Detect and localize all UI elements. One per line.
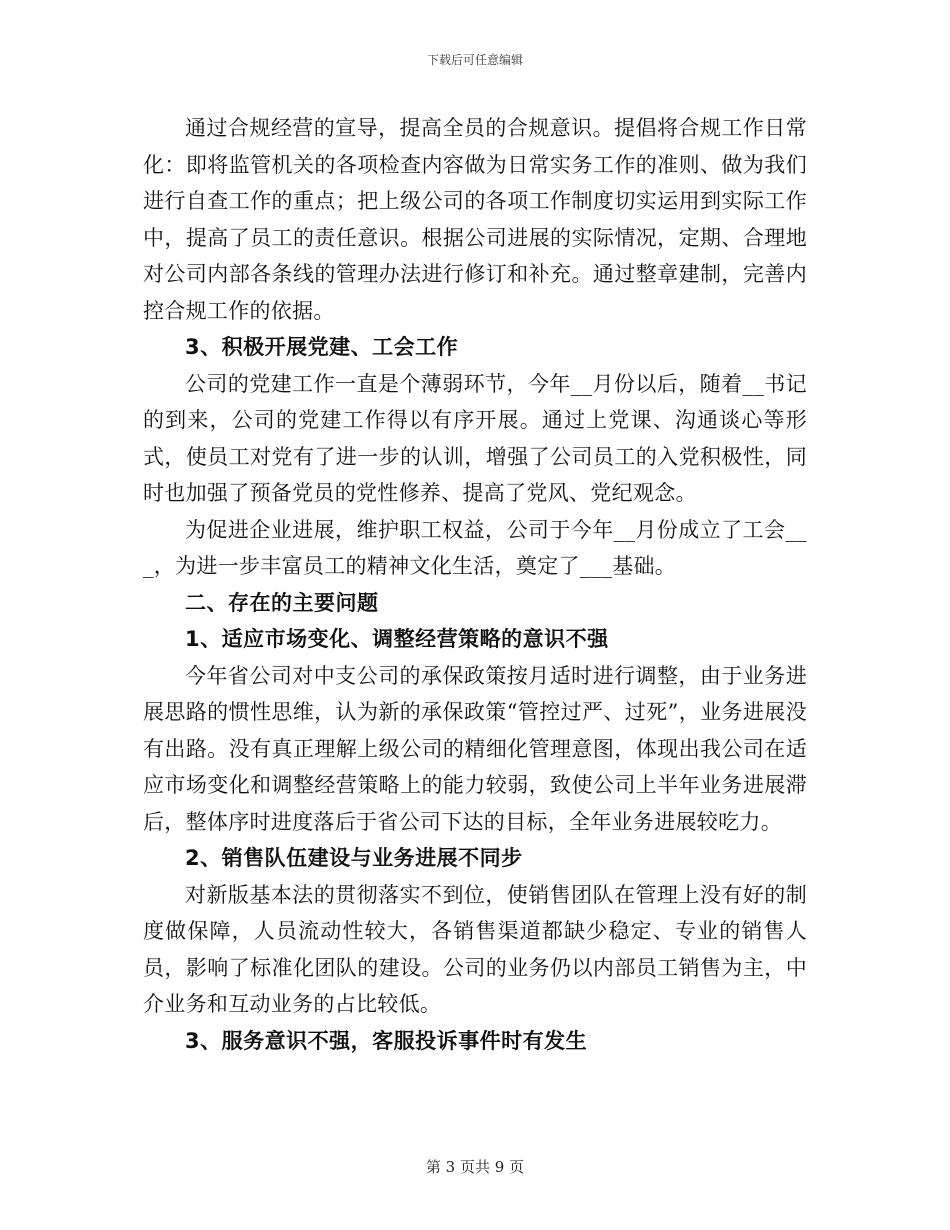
heading-problem-1: 1、适应市场变化、调整经营策略的意识不强 <box>185 627 609 651</box>
paragraph-union: 为促进企业进展，维护职工权益，公司于今年__月份成立了工会___，为进一步丰富员工的精神文化生活，奠定了___基础。 <box>143 517 807 578</box>
paragraph-compliance: 通过合规经营的宣导，提高全员的合规意识。提倡将合规工作日常化：即将监管机关的各项检查内容做为日常实务工作的准则、做为我们进行自查工作的重点；把上级公司的各项工作制度切实运用到实际工作中，提高了员工的责任意识。根据公司进展的实际情况，定期、合理地对公司内部各条线的管理办法进行修订和补充。通过整章建制，完善内控合规工作的依据。 <box>143 116 807 323</box>
paragraph-problem-2: 对新版基本法的贯彻落实不到位，使销售团队在管理上没有好的制度做保障，人员流动性较大，各销售渠道都缺少稳定、专业的销售人员，影响了标准化团队的建设。公司的业务仍以内部员工销售为主，中介业务和互动业务的占比较低。 <box>143 882 807 1016</box>
heading-main-problems: 二、存在的主要问题 <box>185 590 379 615</box>
paragraph-problem-1: 今年省公司对中支公司的承保政策按月适时进行调整，由于业务进展思路的惯性思维，认为新的承保政策“管控过严、过死”，业务进展没有出路。没有真正理解上级公司的精细化管理意图，体现出我公司在适应市场变化和调整经营策略上的能力较弱，致使公司上半年业务进展滞后，整体序时进度落后于省公司下达的目标，全年业务进展较吃力。 <box>143 663 807 834</box>
heading-party-union: 3、积极开展党建、工会工作 <box>185 335 459 359</box>
page-footer: 第 3 页共 9 页 <box>425 1158 525 1176</box>
document-body <box>143 110 807 1059</box>
heading-problem-2: 2、销售队伍建设与业务进展不同步 <box>185 846 523 870</box>
paragraph-party-building: 公司的党建工作一直是个薄弱环节，今年__月份以后，随着__书记的到来，公司的党建工作得以有序开展。通过上党课、沟通谈心等形式，使员工对党有了进一步的认训，增强了公司员工的入党积极性，同时也加强了预备党员的党性修养、提高了党风、党纪观念。 <box>143 371 807 505</box>
page-header: 下载后可任意编辑 <box>426 53 523 67</box>
heading-problem-3: 3、服务意识不强，客服投诉事件时有发生 <box>185 1028 588 1053</box>
